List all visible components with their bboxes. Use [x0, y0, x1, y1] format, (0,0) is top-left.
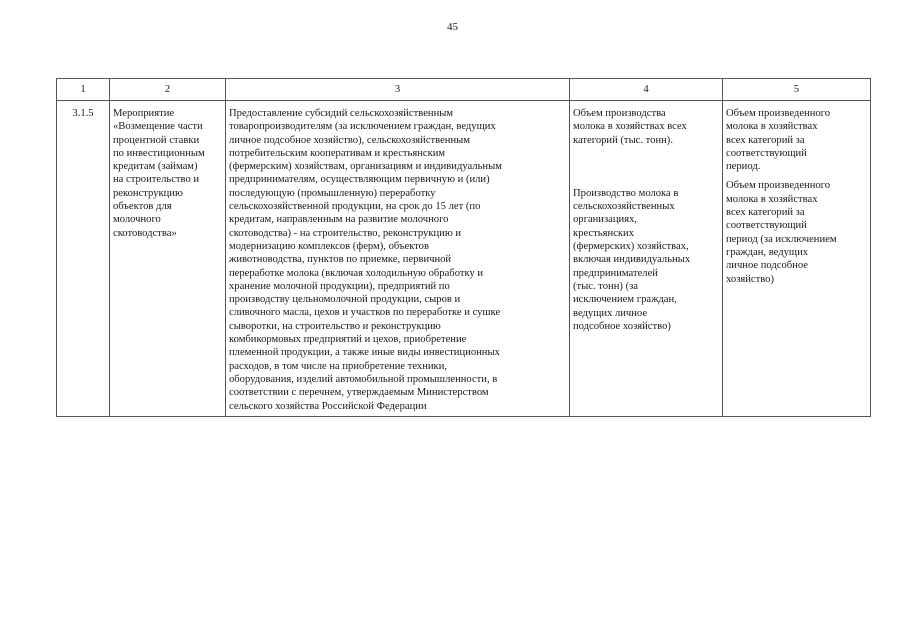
- event-line: объектов для: [113, 201, 172, 213]
- header-col-2: 2: [110, 79, 226, 101]
- description-line: животноводства, пунктов по приемке, первичной: [229, 254, 452, 266]
- page-number: 45: [447, 21, 458, 33]
- indicator-line: организациях,: [573, 214, 638, 226]
- event-line: по инвестиционным: [113, 147, 205, 159]
- description-line: производству цельномолочной продукции, сыров и: [229, 294, 461, 306]
- result-line: период (за исключением: [726, 233, 837, 245]
- description-line: комбикормовых предприятий и цехов, приобретение: [229, 334, 467, 346]
- description-line: сливочного масла, цехов и участков по переработке и сушке: [229, 307, 501, 319]
- indicator-line: включая индивидуальных: [573, 254, 691, 266]
- result-line: Объем произведенного: [726, 180, 831, 192]
- description-line: Предоставление субсидий сельскохозяйственным: [229, 108, 454, 119]
- description-line: предпринимателям, осуществляющим первичную и (или): [229, 174, 490, 186]
- description-line: переработке молока (включая холодильную обработку и: [229, 267, 484, 279]
- table-row: [57, 101, 871, 417]
- indicator-line: молока в хозяйствах всех: [573, 121, 687, 133]
- description-line: (фермерским) хозяйствам, организациям и индивидуальным: [229, 161, 502, 173]
- description-line: модернизацию комплексов (ферм), объектов: [229, 240, 429, 252]
- description-line: сельского хозяйства Российской Федерации: [229, 400, 427, 412]
- result-line: молока в хозяйствах: [726, 193, 818, 205]
- description-line: кредитам, направленным на развитие молочного: [229, 214, 449, 226]
- indicator-line: Производство молока в: [573, 187, 679, 199]
- indicator-line: (фермерских) хозяйствах,: [573, 241, 689, 253]
- indicator-line: сельскохозяйственных: [573, 201, 675, 213]
- result-line: соответствующий: [726, 147, 807, 159]
- event-name-cell: [110, 101, 226, 417]
- description-cell: [226, 101, 570, 417]
- event-line: молочного: [113, 214, 161, 226]
- program-table: [56, 78, 871, 417]
- description-line: хранение молочной продукции), предприятий по: [229, 280, 450, 292]
- indicator-cell: [570, 101, 723, 417]
- header-col-1: 1: [57, 79, 110, 101]
- result-line: всех категорий за: [726, 134, 805, 146]
- event-line: кредитам (займам): [113, 161, 198, 173]
- description-line: личное подсобное хозяйство), сельскохозяйственным: [229, 134, 470, 146]
- description-line: товаропроизводителям (за исключением граждан, ведущих: [229, 121, 496, 133]
- result-line: период.: [726, 161, 761, 173]
- indicator-line: исключением граждан,: [573, 294, 677, 306]
- header-col-4: 4: [570, 79, 723, 101]
- header-col-3: 3: [226, 79, 570, 101]
- description-line: скотоводства) - на строительство, реконструкцию и: [229, 227, 462, 239]
- indicator-line: ведущих личное: [573, 307, 648, 319]
- description-line: оборудования, изделий автомобильной промышленности, в: [229, 373, 498, 385]
- description-line: последующую (промышленную) переработку: [229, 187, 436, 199]
- header-row: [57, 79, 871, 101]
- indicator-line: крестьянских: [573, 227, 634, 239]
- row-number: 3.1.5: [57, 101, 110, 417]
- result-line: всех категорий за: [726, 207, 805, 219]
- indicator-line: (тыс. тонн) (за: [573, 280, 638, 292]
- indicator-line: категорий (тыс. тонн).: [573, 134, 673, 146]
- event-line: на строительство и: [113, 174, 200, 186]
- indicator-line: предпринимателей: [573, 267, 658, 279]
- description-line: расходов, в том числе на приобретение техники,: [229, 360, 448, 372]
- indicator-line: подсобное хозяйство): [573, 320, 671, 332]
- event-line: скотоводства»: [113, 227, 177, 239]
- header-col-5: 5: [723, 79, 871, 101]
- result-line: Объем произведенного: [726, 108, 831, 119]
- event-line: Мероприятие: [113, 108, 175, 119]
- event-line: «Возмещение части: [113, 121, 203, 133]
- description-line: сыворотки, на строительство и реконструкцию: [229, 320, 441, 332]
- result-cell: [723, 101, 871, 417]
- event-line: реконструкцию: [113, 187, 183, 199]
- description-line: потребительским кооперативам и крестьянским: [229, 147, 446, 159]
- result-line: соответствующий: [726, 220, 807, 232]
- description-line: племенной продукции, а также иные виды инвестиционных: [229, 347, 500, 359]
- indicator-line: Объем производства: [573, 108, 666, 119]
- result-line: хозяйство): [726, 273, 775, 285]
- paragraph-gap: [573, 147, 719, 187]
- description-line: сельскохозяйственной продукции, на срок до 15 лет (по: [229, 201, 481, 213]
- result-line: граждан, ведущих: [726, 246, 809, 258]
- result-line: личное подсобное: [726, 260, 808, 272]
- description-line: соответствии с перечнем, утверждаемым Министерством: [229, 387, 489, 399]
- event-line: процентной ставки: [113, 134, 200, 146]
- result-line: молока в хозяйствах: [726, 121, 818, 133]
